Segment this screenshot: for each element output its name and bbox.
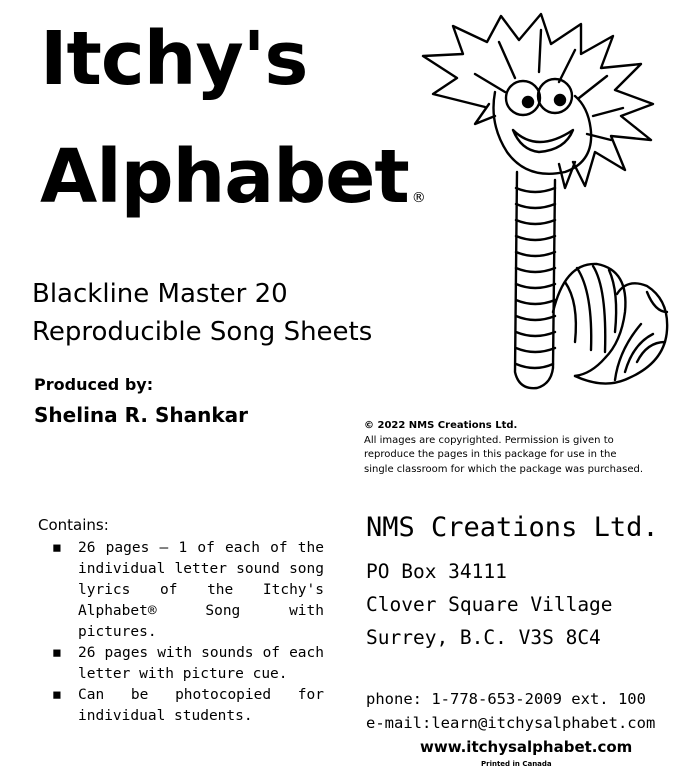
title-word: Alphabet — [40, 134, 409, 220]
website-link[interactable]: www.itchysalphabet.com — [420, 738, 633, 756]
list-item — [40, 538, 324, 643]
address-line: Clover Square Village — [366, 593, 613, 617]
copyright-heading: © 2022 NMS Creations Ltd. — [364, 420, 518, 431]
address-line: PO Box 34111 — [366, 560, 507, 583]
registered-mark: ® — [411, 190, 425, 206]
phone-text: phone: 1-778-653-2009 ext. 100 — [366, 690, 646, 708]
email-link[interactable]: e-mail:learn@itchysalphabet.com — [366, 714, 656, 733]
printed-in-label: Printed in Canada — [481, 760, 552, 768]
bullet-icon: ▪ — [52, 540, 62, 556]
list-item-text: Can be photocopied for individual students. — [78, 687, 324, 725]
contains-list — [40, 538, 324, 727]
list-item-text: 26 pages with sounds of each letter with picture cue. — [78, 645, 324, 683]
list-item — [40, 643, 324, 685]
contact-block — [366, 687, 655, 735]
copyright-block — [364, 419, 684, 477]
copyright-line: All images are copyrighted. Permission is given to — [364, 434, 614, 446]
list-item — [40, 685, 324, 727]
subtitle-line-1: Blackline Master 20 — [32, 279, 288, 309]
contains-label: Contains: — [38, 516, 109, 534]
title-line-1: Itchy's — [40, 16, 308, 102]
bullet-icon: ▪ — [52, 687, 62, 704]
bullet-icon: ▪ — [52, 645, 62, 662]
producer-name: Shelina R. Shankar — [34, 403, 248, 427]
company-address — [366, 555, 613, 654]
subtitle-line-2: Reproducible Song Sheets — [32, 317, 373, 347]
company-name: NMS Creations Ltd. — [366, 512, 659, 543]
address-line: Surrey, B.C. V3S 8C4 — [366, 626, 601, 650]
title-line-2 — [40, 134, 425, 220]
list-item-text: 26 pages – 1 of each of the individual letter sound song lyrics of the Itchy's Alphabet® Song with pictures. — [78, 540, 324, 641]
producer-label: Produced by: — [34, 375, 154, 394]
copyright-line: single classroom for which the package was purchased. — [364, 463, 644, 475]
copyright-line: reproduce the pages in this package for use in the — [364, 449, 617, 460]
worm-mascot-illustration — [415, 12, 677, 397]
